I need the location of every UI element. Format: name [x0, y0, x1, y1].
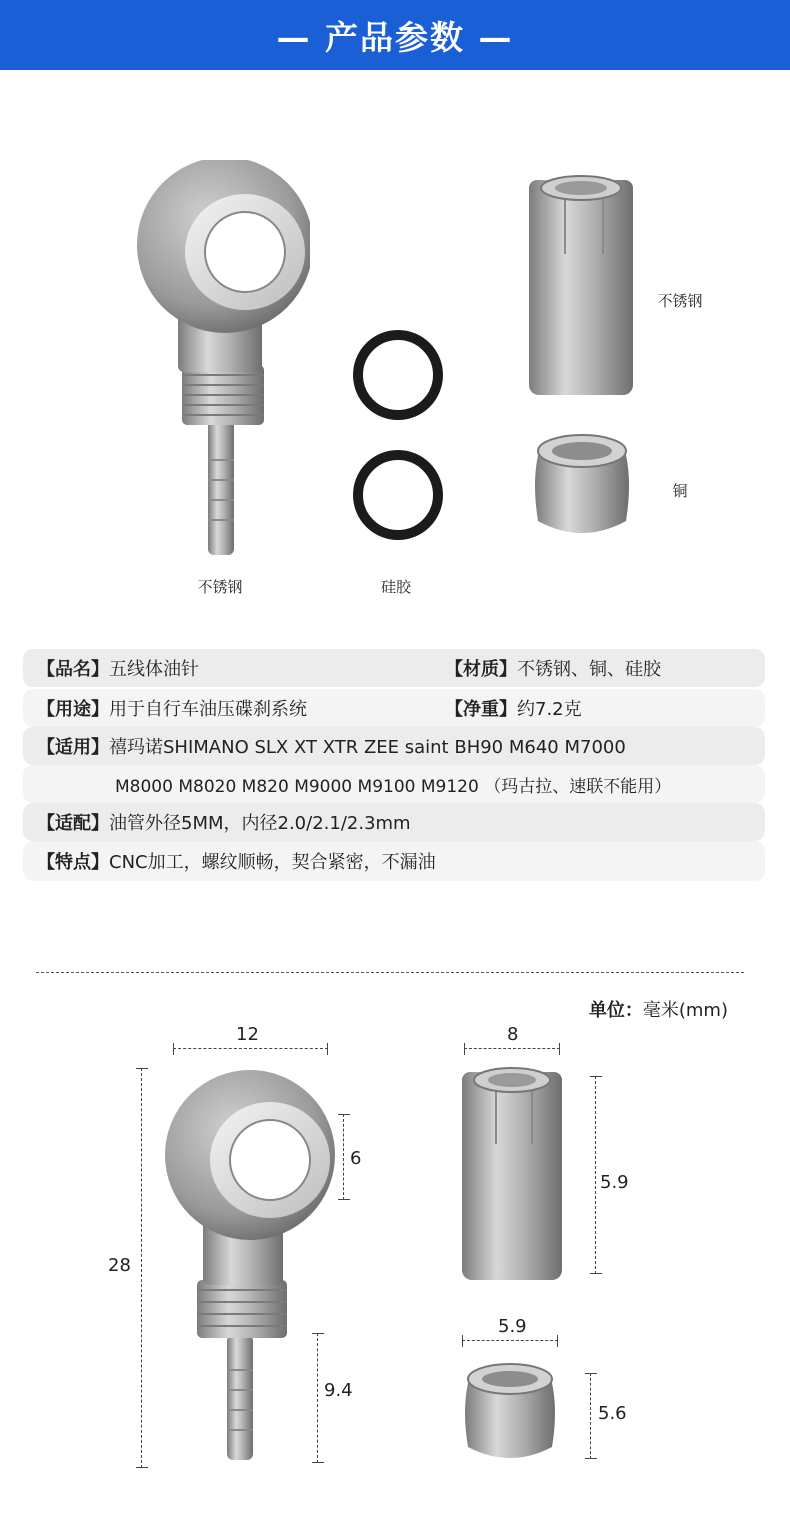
- spec-weight-key: 【净重】: [445, 699, 517, 720]
- unit-label: [589, 996, 728, 1022]
- nut-width-dimension-line: [464, 1048, 560, 1049]
- spec-row-name-material: [23, 649, 765, 687]
- bolt-barb-dimension-line: [317, 1333, 318, 1463]
- bolt-hole-dimension-line: [343, 1114, 344, 1200]
- nut-height-label: 5.9: [600, 1172, 629, 1193]
- page-title: — 产品参数 —: [276, 17, 514, 57]
- bolt-width-label: 12: [236, 1024, 259, 1045]
- nut-caption: 不锈钢: [657, 292, 703, 310]
- olive-width-dimension-line: [462, 1340, 558, 1341]
- unit-value: 毫米(mm): [642, 1000, 728, 1021]
- olive-dimension-image: [460, 1355, 560, 1467]
- spec-row-feature: [23, 841, 765, 881]
- nut-dimension-image: [458, 1062, 566, 1284]
- spec-material-key: 【材质】: [445, 659, 517, 680]
- spec-name-key: 【品名】: [37, 659, 109, 680]
- olive-caption: 铜: [672, 482, 688, 500]
- spec-name-value: 五线体油针: [109, 659, 199, 680]
- section-divider: [36, 972, 744, 973]
- spec-row-match: [23, 803, 765, 841]
- spec-fit-value-2: M8000 M8020 M820 M9000 M9100 M9120 （玛古拉、速联不能用）: [115, 776, 672, 797]
- spec-feature-value: CNC加工，螺纹顺畅，契合紧密，不漏油: [109, 852, 436, 873]
- nut-height-dimension-line: [595, 1076, 596, 1274]
- olive-width-label: 5.9: [498, 1316, 527, 1337]
- spec-weight-value: 约7.2克: [517, 699, 582, 720]
- spec-match-value: 油管外径5MM，内径2.0/2.1/2.3mm: [109, 813, 411, 834]
- spec-usage-key: 【用途】: [37, 699, 109, 720]
- spec-fit-value-1: 禧玛诺SHIMANO SLX XT XTR ZEE saint BH90 M640 M7000: [109, 737, 626, 758]
- olive-height-dimension-line: [590, 1373, 591, 1459]
- spec-row-usage-weight: [23, 689, 765, 727]
- oring-caption: 硅胶: [380, 578, 411, 596]
- spec-material-value: 不锈钢、铜、硅胶: [517, 659, 661, 680]
- olive-image: [528, 425, 636, 543]
- o-rings-image: [348, 325, 448, 545]
- spec-row-fit-continued: [23, 765, 765, 803]
- bolt-length-dimension-line: [141, 1068, 142, 1468]
- bolt-hole-label: 6: [350, 1148, 362, 1169]
- spec-usage-value: 用于自行车油压碟刹系统: [109, 699, 307, 720]
- unit-key: 单位：: [588, 1000, 643, 1021]
- bolt-barb-label: 9.4: [324, 1380, 353, 1401]
- nut-image: [525, 170, 637, 398]
- spec-fit-key: 【适用】: [37, 737, 109, 758]
- banjo-bolt-image: [130, 160, 310, 560]
- spec-feature-key: 【特点】: [37, 852, 109, 873]
- olive-height-label: 5.6: [598, 1403, 627, 1424]
- spec-match-key: 【适配】: [37, 813, 109, 834]
- bolt-length-label: 28: [108, 1255, 131, 1276]
- bolt-width-dimension-line: [173, 1048, 328, 1049]
- bolt-caption: 不锈钢: [197, 578, 243, 596]
- spec-row-fit: [23, 727, 765, 765]
- nut-width-label: 8: [507, 1024, 519, 1045]
- header-banner: [0, 0, 790, 70]
